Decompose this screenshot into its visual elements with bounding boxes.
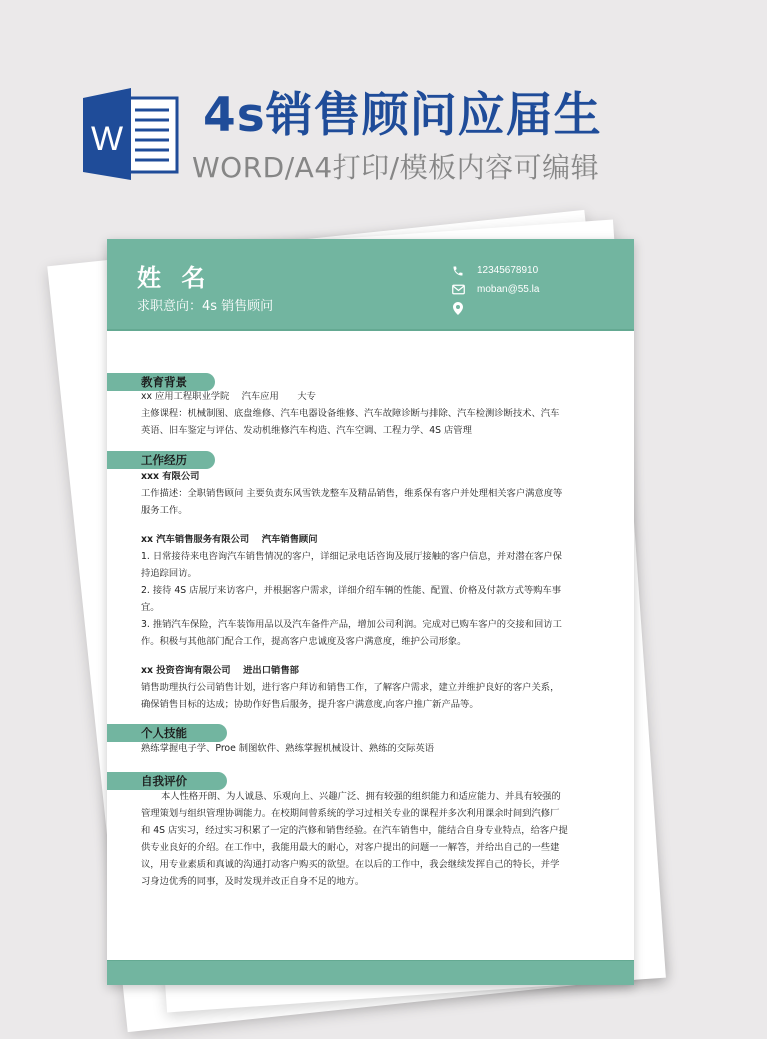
job-line: 2. 接待 4S 店展厅来访客户，并根据客户需求，详细介绍车辆的性能、配置、价格及付款方式等购车事 [141, 585, 562, 596]
section-title: 教育背景 [141, 375, 187, 389]
self-eval-line: 管理策划与组织管理协调能力。在校期间曾系统的学习过相关专业的课程并多次利用课余时间到汽修厂 [141, 808, 560, 819]
job-line: 确保销售目标的达成；协助作好售后服务，提升客户满意度,向客户推广新产品等。 [141, 699, 479, 710]
svg-text:W: W [90, 120, 124, 158]
job-heading: xx 汽车销售服务有限公司 汽车销售顾问 [141, 534, 318, 545]
job-line: 持追踪回访。 [141, 568, 197, 579]
section-title: 个人技能 [141, 726, 187, 740]
section-title: 自我评价 [141, 774, 187, 788]
education-line: 英语、旧车鉴定与评估、发动机维修汽车构造、汽车空调、工程力学、4S 店管理 [141, 425, 472, 436]
job-line: 服务工作。 [141, 505, 188, 516]
location-icon [451, 302, 465, 316]
contact-email-text: moban@55.la [477, 284, 540, 295]
self-eval-line: 习身边优秀的同事，及时发现并改正自身不足的地方。 [141, 876, 365, 887]
self-eval-line: 本人性格开朗、为人诚恳、乐观向上、兴趣广泛、拥有较强的组织能力和适应能力、并具有较强的 [161, 791, 561, 802]
contact-list [451, 261, 539, 318]
resume-header [107, 239, 634, 331]
section-work-tab [107, 451, 215, 469]
email-icon [451, 283, 465, 297]
job-intention: 求职意向：4s 销售顾问 [137, 299, 274, 314]
banner-subtitle: WORD/A4打印/模板内容可编辑 [192, 151, 600, 184]
resume-page [107, 239, 634, 985]
self-eval-line: 和 4S 店实习，经过实习积累了一定的汽修和销售经验。在汽车销售中，能结合自身专业特点，给客户提 [141, 825, 568, 836]
resume-name: 姓 名 [137, 264, 212, 292]
contact-phone [451, 261, 539, 280]
contact-location [451, 299, 539, 318]
job-heading: xxx 有限公司 [141, 471, 200, 482]
education-line: 主修课程：机械制图、底盘维修、汽车电器设备维修、汽车故障诊断与排除、汽车检测诊断技术、汽车 [141, 408, 560, 419]
job-line: 工作描述：全职销售顾问 主要负责东风雪铁龙整车及精品销售，维系保有客户并处理相关客户满意度等 [141, 488, 563, 499]
job-line: 3. 推销汽车保险，汽车装饰用品以及汽车备件产品，增加公司利润。完成对已购车客户的交接和回访工 [141, 619, 562, 630]
phone-icon [451, 264, 465, 278]
contact-phone-text: 12345678910 [477, 265, 539, 276]
job-heading: xx 投资咨询有限公司 进出口销售部 [141, 665, 299, 676]
self-eval-line: 议，用专业素质和真诚的沟通打动客户购买的欲望。在以后的工作中，我会继续发挥自己的特长，并学 [141, 859, 560, 870]
job-line: 1. 日常接待来电咨询汽车销售情况的客户，详细记录电话咨询及展厅接触的客户信息，并对潜在客户保 [141, 551, 562, 562]
job-line: 宜。 [141, 602, 160, 613]
word-icon [83, 88, 179, 180]
self-eval-line: 供专业良好的介绍。在工作中，我能用最大的耐心，对客户提出的问题一一解答，并给出自己的一些建 [141, 842, 560, 853]
education-line: xx 应用工程职业学院 汽车应用 大专 [141, 391, 316, 402]
job-line: 作。积极与其他部门配合工作，提高客户忠诚度及客户满意度，维护公司形象。 [141, 636, 467, 647]
contact-email [451, 280, 539, 299]
banner-title: 4s销售顾问应届生 [203, 88, 602, 143]
skills-line: 熟练掌握电子学、Proe 制图软件、熟练掌握机械设计、熟练的交际英语 [141, 743, 435, 754]
job-line: 销售助理执行公司销售计划，进行客户拜访和销售工作，了解客户需求，建立并维护良好的客户关系， [141, 682, 560, 693]
section-title: 工作经历 [141, 453, 187, 467]
resume-footer-band [107, 960, 634, 985]
banner [0, 0, 767, 200]
